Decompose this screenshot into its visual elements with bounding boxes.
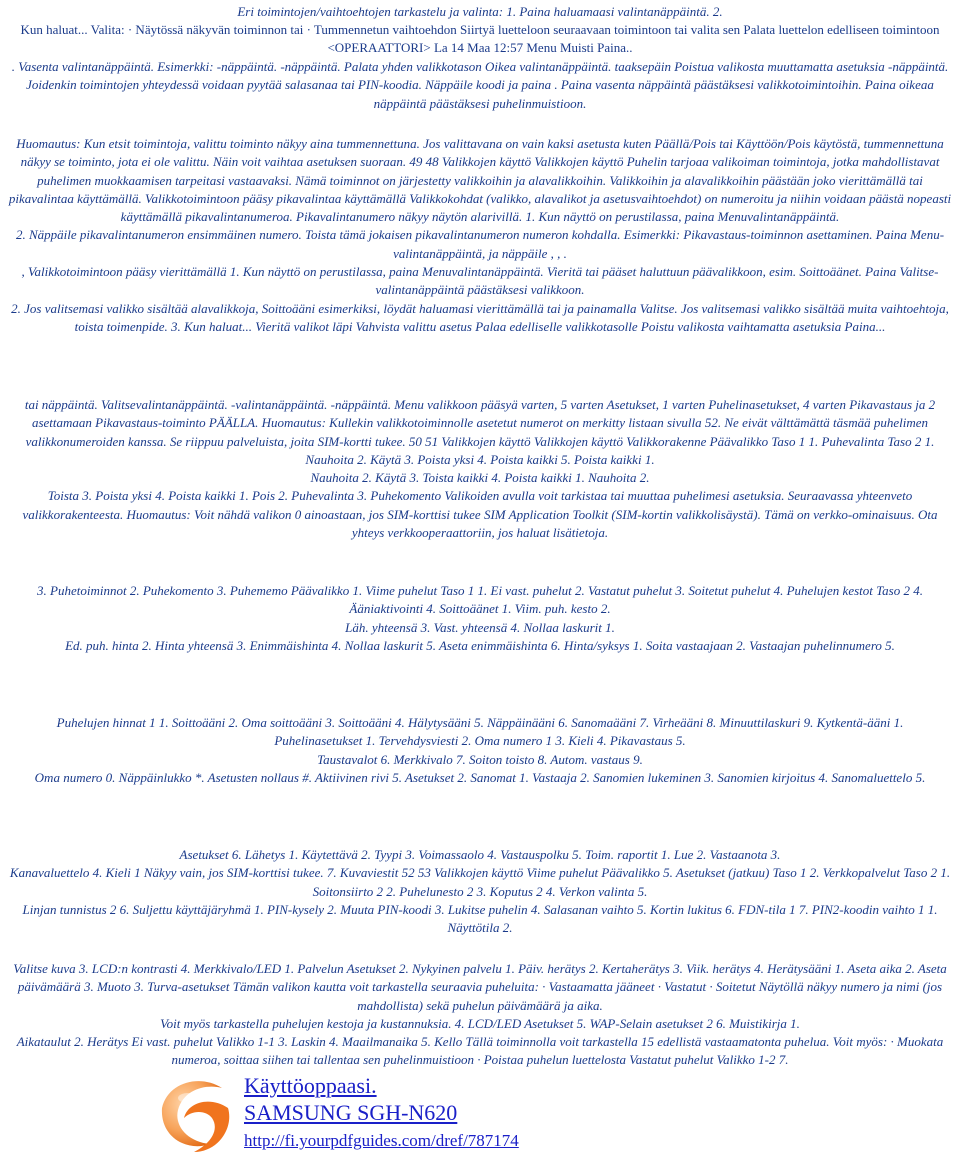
text-paragraph: Linjan tunnistus 2 6. Suljettu käyttäjäryhmä 1. PIN-kysely 2. Muuta PIN-koodi 3. Lukitse puhelin 4. Salasanan vaihto 5. Kortin lukitus 6. FDN-tila 1 7. PIN2-koodin vaihto 1 1. Näyttötila 2.	[22, 901, 938, 936]
text-paragraph: Puhelinasetukset 1. Tervehdysviesti 2. Oma numero 1 3. Kieli 4. Pikavastaus 5.	[274, 733, 686, 749]
yourpdfguides-swoosh-logo-icon	[148, 1068, 240, 1160]
text-block	[6, 714, 954, 787]
text-paragraph: . Vasenta valintanäppäintä. Esimerkki: -näppäintä. -näppäintä. Palata yhden valikkotason Oikea valintanäppäintä. taaksepäin Poistua valikosta muuttamatta asetuksia -näppäintä. Joidenkin toimintojen yhteydessä voidaan pyytää salasanaa tai PIN-koodia. Näppäile koodi ja paina . Paina vasenta näppäintä päästäksesi valikkotoimintoihin. Paina oikeaa näppäintä päästäksesi puhelinmuistioon.	[11, 59, 949, 111]
text-paragraph: Taustavalot 6. Merkkivalo 7. Soiton toisto 8. Autom. vastaus 9.	[317, 751, 643, 767]
text-paragraph: Eri toimintojen/vaihtoehtojen tarkastelu ja valinta: 1. Paina haluamaasi valintanäppäintä. 2.	[237, 4, 723, 19]
text-paragraph: tai näppäintä. Valitsevalintanäppäintä. -valintanäppäintä. -näppäintä. Menu valikkoon pääsyä varten, 5 varten Asetukset, 1 varten Puhelinasetukset, 4 varten Pikavastaus ja 2 asettamaan Pikavastaus-toiminto PÄÄLLA. Huomautus: Kullekin valikkotoiminnolle asetetut numerot on merkitty listaan sivulla 52. Ne eivät välttämättä täsmää puhelimen valikkonumeroiden kanssa. Se riippuu palveluista, joita SIM-kortti tukee. 50 51 Valikkojen käyttö Valikkojen käyttö Valikkorakenne Päävalikko Taso 1 1. Puhevalinta Taso 2 1.	[24, 397, 936, 449]
text-paragraph: Kun haluat... Valita: · Näytössä näkyvän toiminnon tai · Tummennetun vaihtoehdon Siirtyä luetteloon seuraavaan toimintoon tai valita sen Palata luettelon edelliseen toimintoon <OPERAATTORI> La 14 Maa 12:57 Menu Muisti Paina..	[20, 22, 940, 56]
text-paragraph: Nauhoita 2. Käytä 3. Poista yksi 4. Poista kaikki 5. Poista kaikki 1.	[305, 451, 655, 467]
text-paragraph: Huomautus: Kun etsit toimintoja, valittu toiminto näkyy aina tummennettuna. Jos valittavana on vain kaksi asetusta kuten Päällä/Pois tai Käyttöön/Pois käytöstä, tummennettuna näkyy se toiminto, jota ei ole valittu. Näin voit vaihtaa asetuksen suoraan. 49 48 Valikkojen käyttö Valikkojen käyttö Puhelin tarjoaa valikoiman toimintoja, jotka mahdollistavat puhelimen muokkaamisen tarpeitasi vastaavaksi. Nämä toiminnot on järjestetty valikkoihin ja alavalikkoihin. Valikkoihin ja alavalikkoihin päästään joko vierittämällä tai pikavalintaa käyttämällä. Valikkotoimintoon pääsy pikavalintaa käyttämällä Valikkokohdat (valikko, alavalikot ja asetusvaihtoehdot) on numeroitu ja niihin voidaan päästä nopeasti käyttämällä pikavalintanumeroa. Pikavalintanumero näkyy näytön alarivillä. 1. Kun näyttö on perustilassa, paina Menuvalintanäppäintä.	[8, 136, 952, 225]
text-paragraph: Kanavaluettelo 4. Kieli 1 Näkyy vain, jos SIM-korttisi tukee. 7. Kuvaviestit 52 53 Valikkojen käyttö Viime puhelut Päävalikko 5. Asetukset (jatkuu) Taso 1 2. Verkkopalvelut Taso 2 1. Soitonsiirto 2 2. Puhelunesto 2 3. Koputus 2 4. Verkon valinta 5.	[9, 865, 951, 899]
text-paragraph: 3. Puhetoiminnot 2. Puhekomento 3. Puhememo Päävalikko 1. Viime puhelut Taso 1 1. Ei vast. puhelut 2. Vastatut puhelut 3. Soitetut puhelut 4. Puhelujen kestot Taso 2 4.	[37, 583, 923, 598]
text-paragraph: Ääniaktivointi 4. Soittoäänet 1. Viim. puh. kesto 2.	[349, 601, 611, 617]
brand-links	[244, 1072, 519, 1154]
text-paragraph: Voit myös tarkastella puhelujen kestoja ja kustannuksia. 4. LCD/LED Asetukset 5. WAP-Selain asetukset 2 6. Muistikirja 1.	[160, 1015, 800, 1031]
text-block	[6, 582, 954, 655]
text-paragraph: Asetukset 6. Lähetys 1. Käytettävä 2. Tyypi 3. Voimassaolo 4. Vastauspolku 5. Toim. raportit 1. Lue 2. Vastaanota 3.	[179, 847, 781, 862]
text-paragraph: Oma numero 0. Näppäinlukko *. Asetusten nollaus #. Aktiivinen rivi 5. Asetukset 2. Sanomat 1. Vastaaja 2. Sanomien lukeminen 3. Sanomien kirjoitus 4. Sanomaluettelo 5.	[34, 769, 926, 785]
text-block	[6, 135, 954, 336]
text-block	[6, 396, 954, 542]
text-paragraph: Ed. puh. hinta 2. Hinta yhteensä 3. Enimmäishinta 4. Nollaa laskurit 5. Aseta enimmäishinta 6. Hinta/syksys 1. Soita vastaajaan 2. Vastaajan puhelinnumero 5.	[65, 637, 895, 653]
text-paragraph: , Valikkotoimintoon pääsy vierittämällä 1. Kun näyttö on perustilassa, paina Menuvalintanäppäintä. Vieritä tai pääset haluttuun päävalikkoon, esim. Soittoäänet. Paina Valitse-valintanäppäintä päästäksesi valikkoon.	[21, 264, 939, 298]
text-block	[6, 960, 954, 1070]
text-paragraph: Nauhoita 2. Käytä 3. Toista kaikki 4. Poista kaikki 1. Nauhoita 2.	[310, 470, 650, 486]
text-paragraph: 2. Jos valitsemasi valikko sisältää alavalikkoja, Soittoääni esimerkiksi, löydät haluamasi vierittämällä tai ja painamalla Valitse. Jos valitsemasi valikko sisältää muita vaihtoehtoja, toista toimenpide. 3. Kun haluat... Vieritä valikot läpi Vahvista valittu asetus Palaa edelliselle valikkotasolle Poistu valikosta vaihtamatta asetuksia Paina...	[11, 300, 949, 334]
text-paragraph: Puhelujen hinnat 1 1. Soittoääni 2. Oma soittoääni 3. Soittoääni 4. Hälytysääni 5. Näppäinääni 6. Sanomaääni 7. Virheääni 8. Minuuttilaskuri 9. Kytkentä-ääni 1.	[56, 715, 904, 730]
text-paragraph: 2. Näppäile pikavalintanumeron ensimmäinen numero. Toista tämä jokaisen pikavalintanumeron numeron kohdalla. Esimerkki: Pikavastaus-toiminnon asettaminen. Paina Menu-valintanäppäintä, ja näppäile , , .	[15, 227, 945, 261]
guide-url-link[interactable]: http://fi.yourpdfguides.com/dref/787174	[244, 1131, 519, 1150]
product-model-link[interactable]: SAMSUNG SGH-N620	[244, 1100, 458, 1125]
guide-title-link[interactable]: Käyttöoppaasi.	[244, 1073, 377, 1098]
text-block	[6, 846, 954, 937]
text-block	[6, 58, 954, 113]
text-paragraph: Aikataulut 2. Herätys Ei vast. puhelut Valikko 1-1 3. Laskin 4. Maailmanaika 5. Kello Tällä toiminnolla voit tarkastella 15 edellistä vastaamatonta puhelua. Voit myös: · Muokata numeroa, soittaa siihen tai tallentaa sen puhelinmuistioon · Poistaa puhelun luettelosta Vastatut puhelut Valikko 1-2 7.	[16, 1034, 944, 1068]
text-block	[6, 3, 954, 21]
text-paragraph: Toista 3. Poista yksi 4. Poista kaikki 1. Pois 2. Puhevalinta 3. Puhekomento Valikoiden avulla voit tarkistaa tai muuttaa puhelimesi asetuksia. Seuraavassa yhteenveto valikkorakenteesta. Huomautus: Voit nähdä valikon 0 ainoastaan, jos SIM-korttisi tukee SIM Application Toolkit (SIM-kortin valikkolisäystä). Tämä on verkko-ominaisuus. Ota yhteys verkkooperaattoriin, jos haluat lisätietoja.	[22, 488, 938, 541]
text-paragraph: Valitse kuva 3. LCD:n kontrasti 4. Merkkivalo/LED 1. Palvelun Asetukset 2. Nykyinen palvelu 1. Päiv. herätys 2. Kertaherätys 3. Viik. herätys 4. Herätysääni 1. Aseta aika 2. Aseta päivämäärä 3. Muoto 3. Turva-asetukset Tämän valikon kautta voit tarkastella seuraavia puheluita: · Vastaamatta jääneet · Vastatut · Soitetut Näytöllä näkyy numero ja nimi (jos mahdollista) sekä puhelun päivämäärä ja aika.	[13, 961, 947, 1013]
text-block	[6, 21, 954, 58]
text-paragraph: Läh. yhteensä 3. Vast. yhteensä 4. Nollaa laskurit 1.	[345, 619, 615, 635]
